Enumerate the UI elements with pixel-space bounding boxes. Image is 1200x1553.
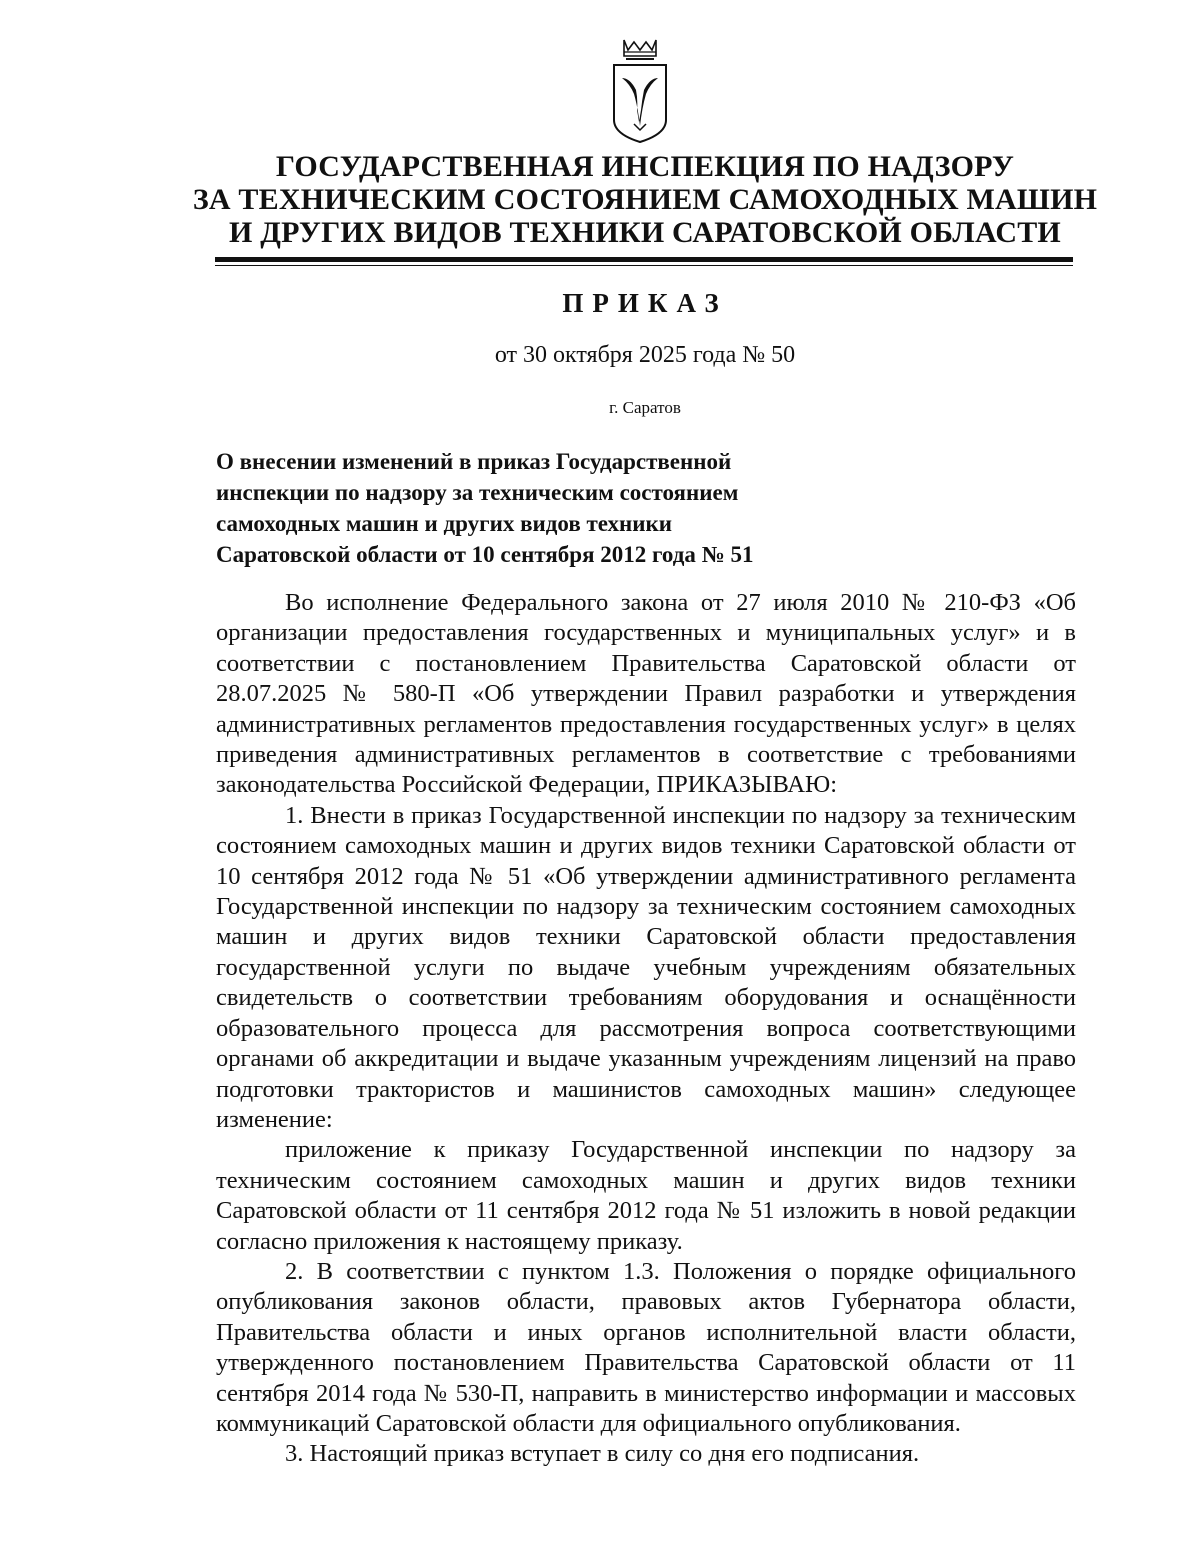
subject-line: самоходных машин и других видов техники [216, 511, 673, 536]
body-paragraph-item-2: 2. В соответствии с пунктом 1.3. Положения о порядке официального опубликования законов области, правовых актов Губернатора области, Правительства области и иных органов исполнительной власти области, утвержденного постановлением Правительства Саратовской области от 11 сентября 2014 года № 530-П, направить в министерство информации и массовых коммуникаций Саратовской области для официального опубликования. [216, 1257, 1076, 1437]
subject-line: Саратовской области от 10 сентября 2012 года № 51 [216, 542, 754, 567]
subject-line: О внесении изменений в приказ Государственной [216, 449, 732, 474]
organization-name [150, 150, 1140, 249]
body-paragraph-item-1: 1. Внести в приказ Государственной инспекции по надзору за техническим состоянием самоходных машин и других видов техники Саратовской области от 10 сентября 2012 года № 51 «Об утверждении административного регламента Государственной инспекции по надзору за техническим состоянием самоходных машин и других видов техники Саратовской области предоставления государственной услуги по выдаче учебным учреждениям обязательных свидетельств о соответствии требованиям оборудования и оснащённости образовательного процесса для рассмотрения вопроса соответствующими органами об аккредитации и выдаче указанным учреждениям лицензий на право подготовки трактористов и машинистов самоходных машин» следующее изменение: [216, 801, 1076, 1133]
subject-line: инспекции по надзору за техническим состоянием [216, 480, 739, 505]
document-subject [216, 446, 836, 570]
saratov-coat-of-arms-icon [604, 38, 676, 146]
body-paragraph-item-1-appendix: приложение к приказу Государственной инспекции по надзору за техническим состоянием самоходных машин и других видов техники Саратовской области от 11 сентября 2012 года № 51 изложить в новой редакции согласно приложения к настоящему приказу. [216, 1136, 1076, 1255]
document-body [216, 588, 1076, 1470]
header-rule-thick [215, 257, 1073, 262]
body-paragraph-preamble: Во исполнение Федерального закона от 27 июля 2010 № 210-ФЗ «Об организации предоставления государственных и муниципальных услуг» и в соответствии с постановлением Правительства Саратовской области от 28.07.2025 № 580-П «Об утверждении Правил разработки и утверждения административных регламентов предоставления государственных услуг» в целях приведения административных регламентов в соответствие с требованиями законодательства Российской Федерации, ПРИКАЗЫВАЮ: [216, 589, 1076, 799]
organization-name-line: ЗА ТЕХНИЧЕСКИМ СОСТОЯНИЕМ САМОХОДНЫХ МАШИН [192, 183, 1098, 216]
organization-name-line: И ДРУГИХ ВИДОВ ТЕХНИКИ САРАТОВСКОЙ ОБЛАСТИ [229, 216, 1061, 249]
header-rule-thin [215, 265, 1073, 266]
document-type-title: ПРИКАЗ [562, 288, 728, 318]
document-city: г. Саратов [609, 398, 681, 417]
body-paragraph-item-3: 3. Настоящий приказ вступает в силу со дня его подписания. [285, 1440, 920, 1468]
organization-name-line: ГОСУДАРСТВЕННАЯ ИНСПЕКЦИЯ ПО НАДЗОРУ [275, 150, 1015, 183]
document-date-number: от 30 октября 2025 года № 50 [494, 342, 796, 368]
